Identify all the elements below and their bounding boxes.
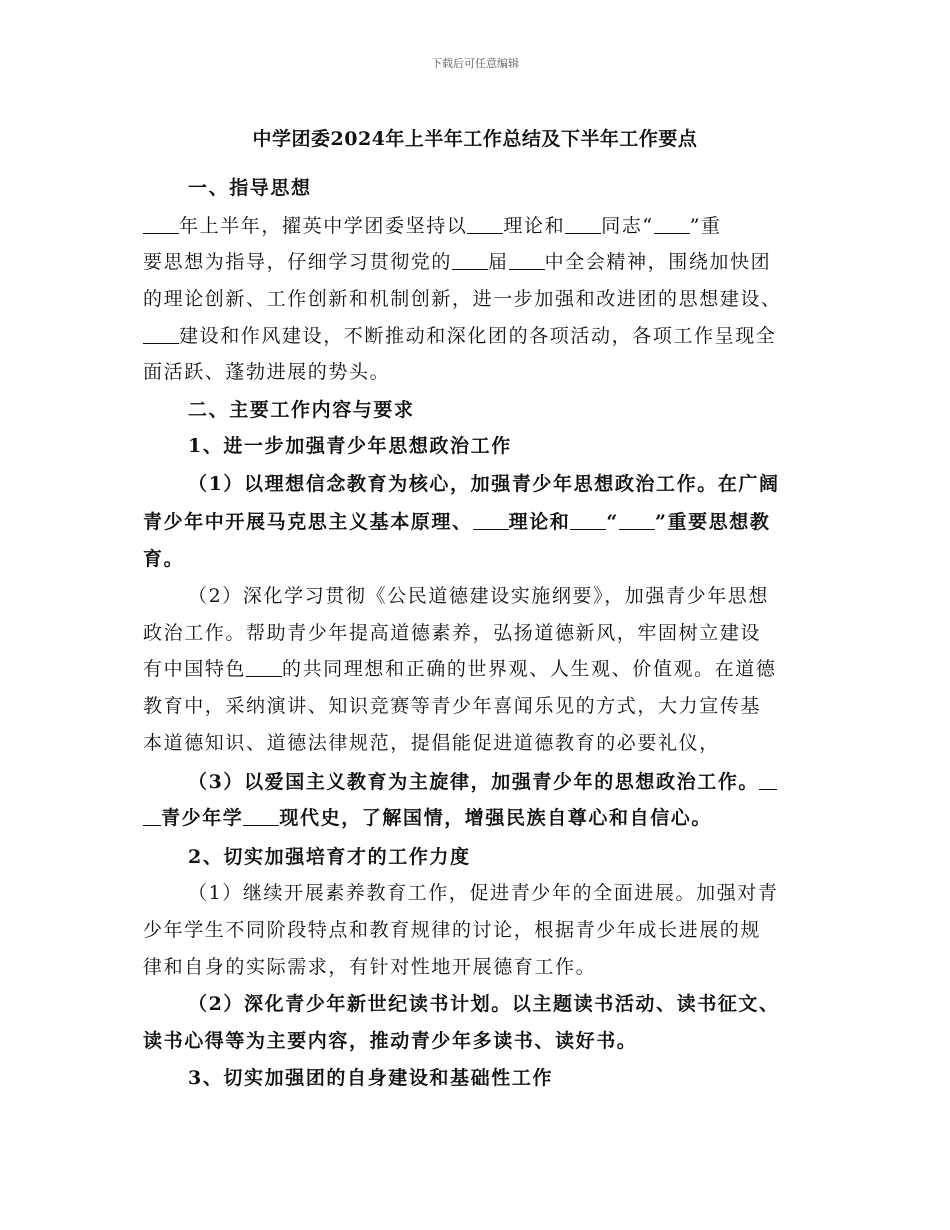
subheading-3: 3、切实加强团的自身建设和基础性工作 (188, 1067, 554, 1089)
bold-paragraph-line: 青少年学 现代史，了解国情，增强民族自尊心和自信心。 (143, 806, 813, 830)
paragraph-line: （1）继续开展素养教育工作，促进青少年的全面进展。加强对青 (188, 882, 779, 904)
bold-paragraph-line: 育。 (143, 548, 185, 570)
paragraph-line: 要思想为指导，仔细学习贯彻党的 届 中全会精神，围绕加快团 (143, 251, 772, 273)
paragraph-line: （2）深化学习贯彻《公民道德建设实施纲要》，加强青少年思想 (188, 585, 769, 607)
bold-paragraph-line: （2）深化青少年新世纪读书计划。以主题读书活动、读书征文、 (188, 993, 780, 1015)
paragraph-line: 面活跃、蓬勃进展的势头。 (143, 361, 391, 383)
paragraph-line: 本道德知识、道德法律规范，提倡能促进道德教育的必要礼仪， (143, 732, 720, 754)
paragraph-line: 律和自身的实际需求，有针对性地开展德育工作。 (143, 956, 597, 978)
bold-paragraph-line: 读书心得等为主要内容，推动青少年多读书、读好书。 (143, 1030, 638, 1052)
paragraph-line: 有中国特色 的共同理想和正确的世界观、人生观、价值观。在道德 (143, 658, 777, 680)
subheading-2: 2、切实加强培育才的工作力度 (188, 846, 471, 868)
section-heading-2: 二、主要工作内容与要求 (188, 399, 415, 421)
paragraph-line: 教育中，采纳演讲、知识竞赛等青少年喜闻乐见的方式，大力宣传基 (143, 695, 762, 717)
paragraph-line: 政治工作。帮助青少年提高道德素养，弘扬道德新风，牢固树立建设 (143, 622, 762, 644)
paragraph-line: 建设和作风建设，不断推动和深化团的各项活动，各项工作呈现全 (143, 324, 813, 348)
paragraph-line: 少年学生不同阶段特点和教育规律的讨论，根据青少年成长进展的规 (143, 919, 762, 941)
bold-paragraph-line: 青少年中开展马克思主义基本原理、 理论和 “ ”重要思想教 (143, 511, 771, 533)
paragraph-line: 年上半年，擢英中学团委坚持以 理论和 同志“ ”重 (143, 214, 813, 238)
paragraph-line: 的理论创新、工作创新和机制创新，进一步加强和改进团的思想建设、 (143, 288, 782, 310)
bold-paragraph-line: （3）以爱国主义教育为主旋律，加强青少年的思想政治工作。 (188, 770, 858, 794)
bold-paragraph-line: （1）以理想信念教育为核心，加强青少年思想政治工作。在广阔 (188, 473, 780, 495)
header-note: 下载后可任意编辑 (431, 57, 519, 70)
subheading-1: 1、进一步加强青少年思想政治工作 (188, 435, 512, 457)
section-heading-1: 一、指导思想 (188, 177, 312, 199)
page-title: 中学团委2024年上半年工作总结及下半年工作要点 (252, 128, 698, 150)
